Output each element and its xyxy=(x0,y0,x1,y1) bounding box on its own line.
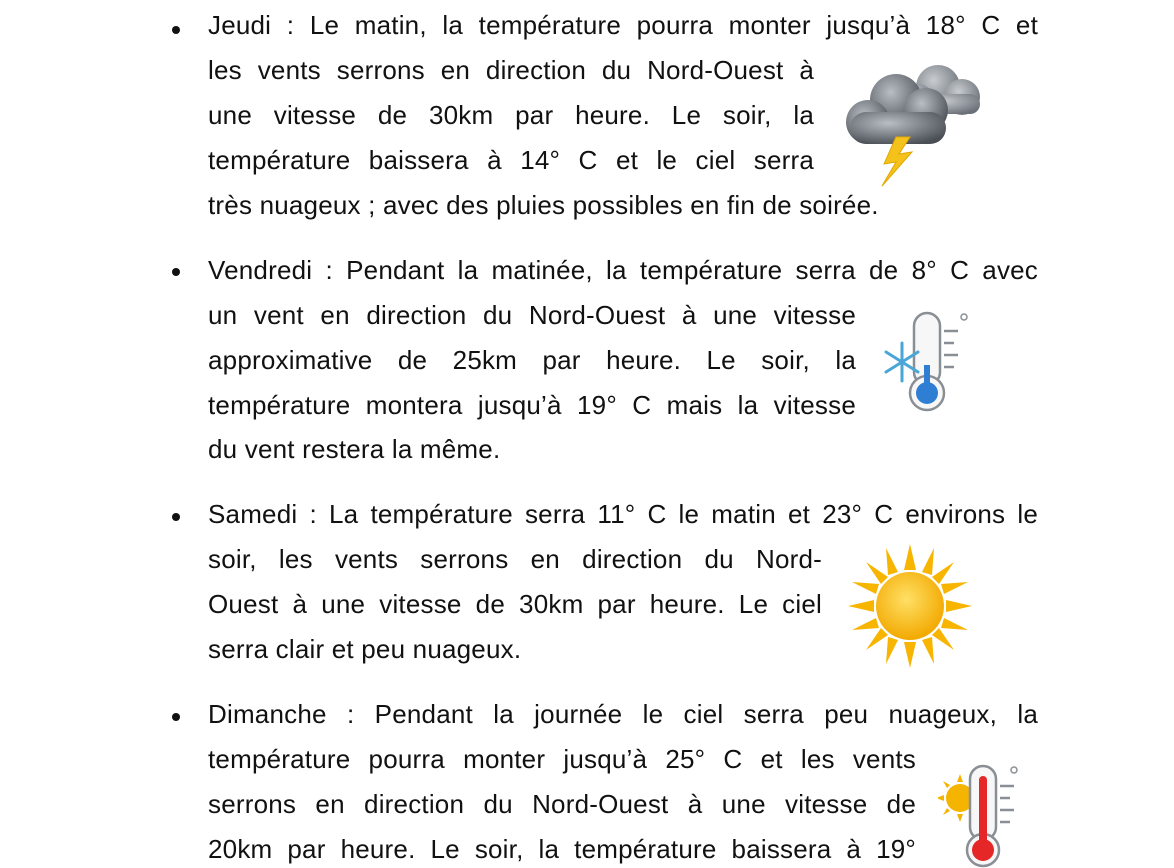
text-line: Samedi : La température serra 11° C le matin et 23° C environs le xyxy=(208,499,1038,529)
sun-icon xyxy=(846,542,974,670)
storm-cloud-icon xyxy=(838,52,988,187)
text-line: serrons en direction du Nord-Ouest à une vitesse de xyxy=(208,789,916,819)
text-line: très nuageux ; avec des pluies possibles en fin de soirée. xyxy=(208,190,879,220)
text-line: serra clair et peu nuageux. xyxy=(208,634,522,664)
cold-thermometer-icon xyxy=(880,305,975,415)
text-line: température montera jusqu’à 19° C mais la vitesse xyxy=(208,390,856,420)
text-line: Ouest à une vitesse de 30km par heure. Le ciel xyxy=(208,589,822,619)
text-line: un vent en direction du Nord-Ouest à une vitesse xyxy=(208,300,856,330)
text-line: Vendredi : Pendant la matinée, la température serra de 8° C avec xyxy=(208,255,1038,285)
text-line: 20km par heure. Le soir, la température baissera à 19° xyxy=(208,834,916,864)
bullet xyxy=(172,268,180,276)
text-line: Jeudi : Le matin, la température pourra monter jusqu’à 18° C et xyxy=(208,10,1038,40)
text-line: température baissera à 14° C et le ciel serra xyxy=(208,145,814,175)
hot-thermometer-icon xyxy=(938,758,1028,868)
text-line: Dimanche : Pendant la journée le ciel serra peu nuageux, la xyxy=(208,699,1038,729)
text-line: température pourra monter jusqu’à 25° C et les vents xyxy=(208,744,916,774)
text-line: les vents serrons en direction du Nord-Ouest à xyxy=(208,55,814,85)
text-line: du vent restera la même. xyxy=(208,434,501,464)
text-line: approximative de 25km par heure. Le soir, la xyxy=(208,345,856,375)
text-line: une vitesse de 30km par heure. Le soir, la xyxy=(208,100,814,130)
bullet xyxy=(172,713,180,721)
bullet xyxy=(172,513,180,521)
text-line: soir, les vents serrons en direction du Nord- xyxy=(208,544,822,574)
bullet xyxy=(172,26,180,34)
